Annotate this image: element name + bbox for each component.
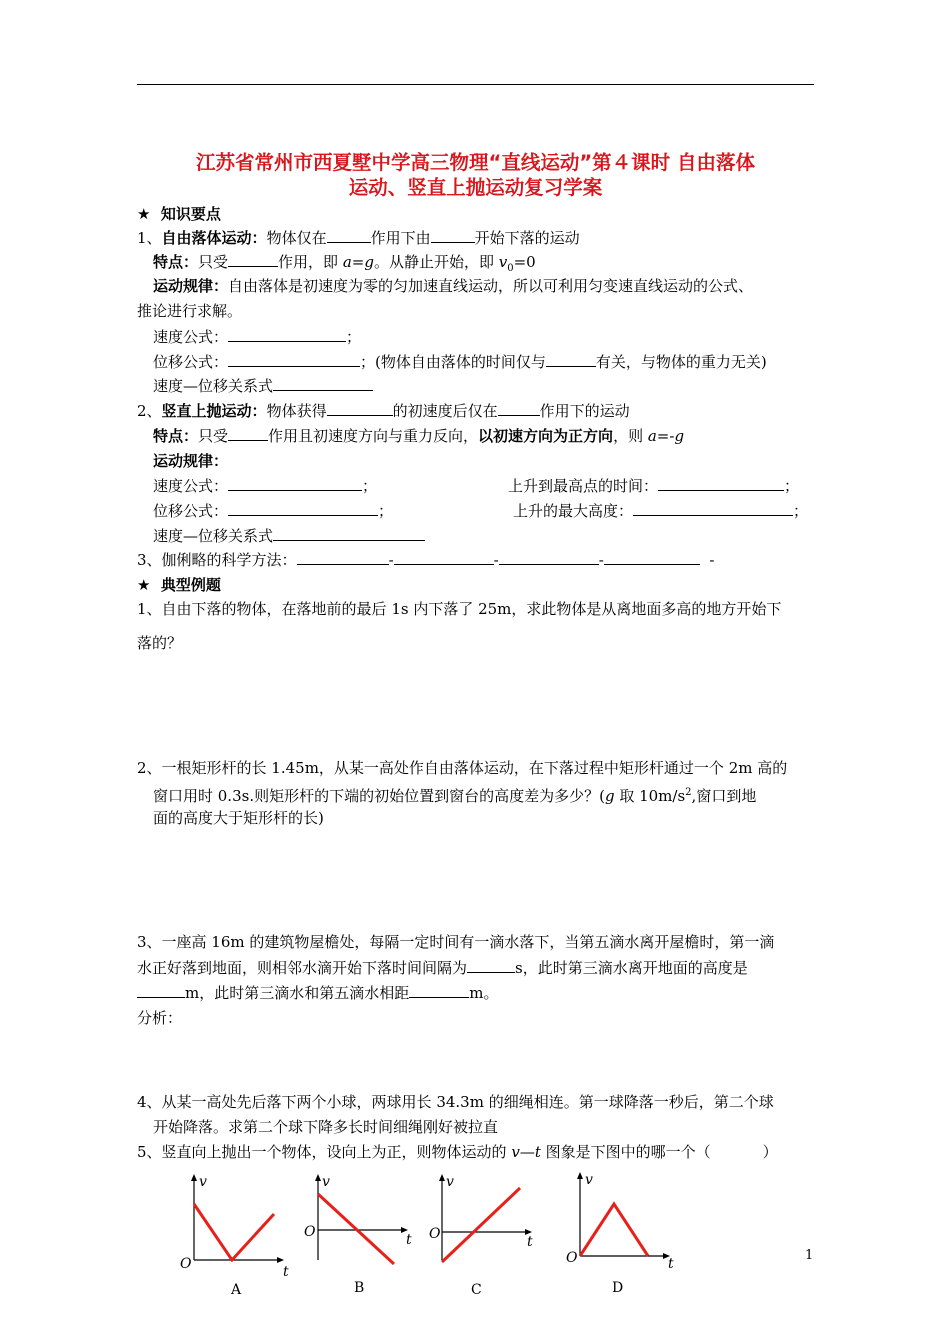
vt-line	[318, 1194, 394, 1264]
example4-line1: 4、从某一高处先后落下两个小球，两球用长 34.3m 的细绳相连。第一球降落一秒后，第二个球	[137, 1093, 774, 1111]
axis-label-v: v	[446, 1174, 454, 1190]
item2-law-label: 运动规律：	[153, 452, 229, 470]
example3-line3: m，此时第三滴水和第五滴水相距 m。	[137, 984, 498, 1002]
title-line-1: 江苏省常州市西夏墅中学高三物理“直线运动”第４课时 自由落体	[196, 151, 755, 174]
blank[interactable]	[137, 984, 185, 998]
example2-line1: 2、一根矩形杆的长 1.45m，从某一高处作自由落体运动，在下落过程中矩形杆通过一个 2m 高的	[137, 759, 788, 777]
graph-d-label: D	[612, 1280, 624, 1296]
blank[interactable]	[604, 551, 700, 565]
page-number: 1	[805, 1248, 814, 1263]
item2-disp-formula: 位移公式： ；	[153, 502, 394, 520]
blank[interactable]	[228, 477, 362, 491]
blank[interactable]	[633, 502, 793, 516]
blank[interactable]	[228, 328, 346, 342]
item3-galileo: 3、伽俐略的科学方法： - - - -	[137, 551, 715, 569]
example1-line2: 落的？	[137, 634, 183, 652]
page-title	[137, 150, 814, 200]
v-axis-arrow-icon	[315, 1174, 321, 1181]
blank[interactable]	[228, 502, 378, 516]
blank[interactable]	[327, 402, 393, 416]
item1-vx-relation: 速度—位移关系式	[153, 377, 373, 395]
blank[interactable]	[327, 229, 371, 243]
vt-line	[580, 1204, 648, 1256]
graph-c-label: C	[471, 1282, 482, 1298]
item1-speed-formula: 速度公式： ；	[153, 328, 362, 346]
example4-line2: 开始降落。求第二个球下降多长时间细绳刚好被拉直	[153, 1118, 499, 1136]
item2-rise-time: 上升到最高点的时间： ；	[508, 477, 800, 495]
blank[interactable]	[394, 551, 494, 565]
axis-label-t: t	[527, 1234, 533, 1250]
graph-a-label: A	[231, 1282, 242, 1298]
blank[interactable]	[409, 984, 469, 998]
origin-label: O	[429, 1226, 441, 1242]
graph-b	[300, 1172, 420, 1280]
origin-label: O	[566, 1250, 578, 1266]
blank[interactable]	[228, 427, 268, 441]
item2-max-height: 上升的最大高度： ；	[513, 502, 809, 520]
axis-label-t: t	[406, 1232, 412, 1248]
axis-label-t: t	[283, 1264, 289, 1280]
example3-line2: 水正好落到地面，则相邻水滴开始下落时间间隔为 s，此时第三滴水离开地面的高度是	[137, 959, 748, 977]
graph-c	[424, 1172, 544, 1280]
v-axis-arrow-icon	[191, 1174, 197, 1181]
blank[interactable]	[658, 477, 784, 491]
blank[interactable]	[228, 253, 278, 267]
section-examples-heading: ★ 典型例题	[137, 576, 221, 594]
graph-b-label: B	[354, 1280, 365, 1296]
example3-analysis: 分析：	[137, 1009, 183, 1027]
origin-label: O	[180, 1256, 192, 1272]
blank[interactable]	[273, 377, 373, 391]
item1-law-cont: 推论进行求解。	[137, 302, 243, 320]
item1-feature: 特点：只受 作用，即 a=g。从静止开始，即 $v_0=0$	[153, 253, 536, 274]
title-line-2: 运动、竖直上抛运动复习学案	[348, 176, 603, 199]
blank[interactable]	[467, 959, 515, 973]
item1-disp-formula: 位移公式： ；(物体自由落体的时间仅与 有关，与物体的重力无关)	[153, 353, 767, 371]
axis-label-t: t	[668, 1256, 674, 1272]
axis-label-v: v	[322, 1174, 330, 1190]
blank[interactable]	[546, 353, 596, 367]
item2-vx-relation: 速度—位移关系式	[153, 527, 425, 545]
v-axis-arrow-icon	[577, 1172, 583, 1179]
blank[interactable]	[273, 527, 425, 541]
vt-line	[194, 1204, 274, 1260]
example2-line3: 面的高度大于矩形杆的长)	[153, 809, 324, 827]
blank[interactable]	[498, 402, 540, 416]
item2-feature: 特点：只受 作用且初速度方向与重力反向，以初速方向为正方向，则 a=-g	[153, 427, 685, 445]
star-icon: ★	[137, 576, 151, 594]
example5-question: 5、竖直向上抛出一个物体，设向上为正，则物体运动的 v—t 图象是下图中的哪一个（ ）	[137, 1143, 778, 1161]
t-axis-arrow-icon	[277, 1257, 284, 1263]
example2-line2: 窗口用时 0.3s.则矩形杆的下端的初始位置到窗台的高度差为多少？(g 取 $10m/s^2$,窗口到地	[153, 787, 757, 805]
example3-line1: 3、一座高 16m 的建筑物屋檐处，每隔一定时间有一滴水落下，当第五滴水离开屋檐时，第一滴	[137, 933, 775, 951]
blank[interactable]	[228, 353, 360, 367]
blank[interactable]	[431, 229, 475, 243]
star-icon: ★	[137, 205, 151, 223]
header-rule	[137, 84, 814, 85]
section-knowledge-heading: ★ 知识要点	[137, 205, 221, 223]
axis-label-v: v	[199, 1174, 207, 1190]
vt-line	[442, 1188, 520, 1262]
item1-definition: 1、自由落体运动：物体仅在 作用下由 开始下落的运动	[137, 229, 580, 247]
axis-label-v: v	[585, 1172, 593, 1188]
graph-a	[176, 1172, 296, 1280]
example1-line1: 1、自由下落的物体，在落地前的最后 1s 内下落了 25m，求此物体是从离地面多高的地方开始下	[137, 600, 782, 618]
v-axis-arrow-icon	[439, 1174, 445, 1181]
blank[interactable]	[297, 551, 389, 565]
origin-label: O	[304, 1224, 316, 1240]
graph-d	[562, 1170, 682, 1278]
item1-law: 运动规律：自由落体是初速度为零的匀加速直线运动，所以可利用匀变速直线运动的公式、	[153, 277, 754, 295]
item2-definition: 2、竖直上抛运动：物体获得 的初速度后仅在 作用下的运动	[137, 402, 630, 420]
blank[interactable]	[499, 551, 599, 565]
item2-speed-formula: 速度公式： ；	[153, 477, 378, 495]
